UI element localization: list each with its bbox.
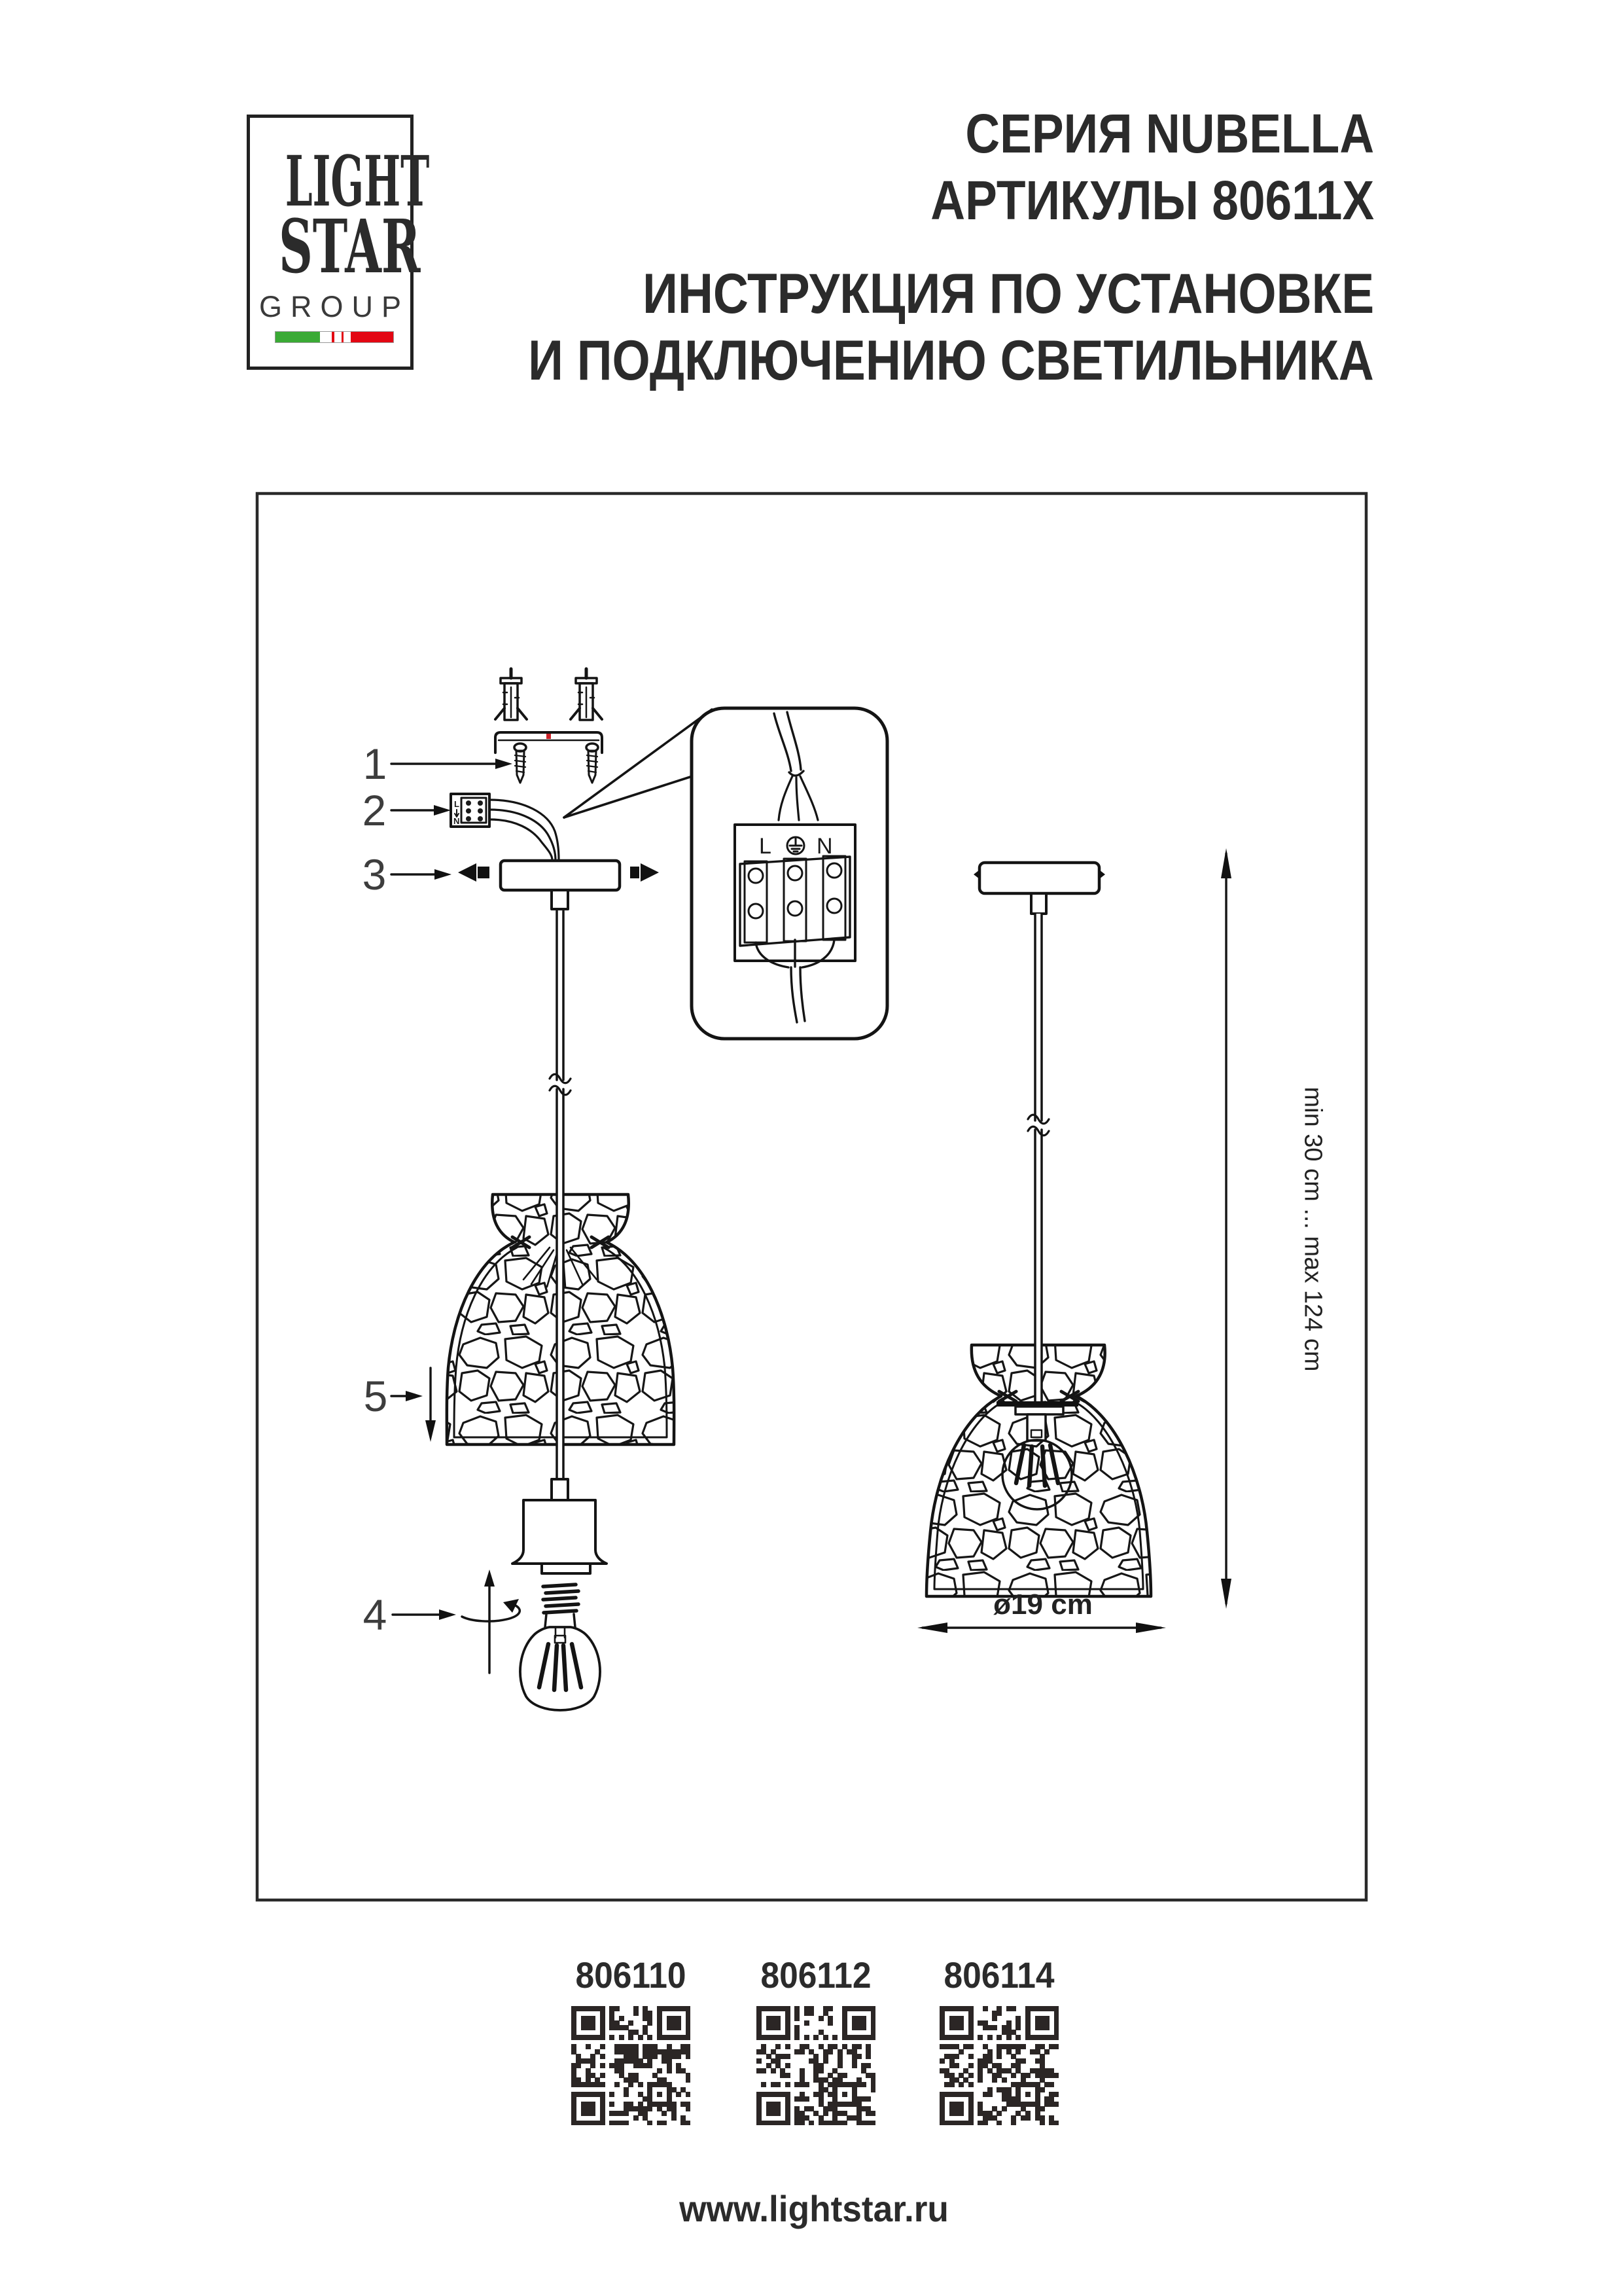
logo-star-text: STAR — [279, 204, 421, 290]
mini-terminal-l-label: L — [454, 799, 459, 809]
mains-wires — [489, 800, 559, 860]
diameter-label: ø19 cm — [993, 1588, 1093, 1621]
terminal-n-label: N — [817, 834, 833, 859]
screw-icon — [586, 744, 598, 783]
instruction-title-line1: ИНСТРУКЦИЯ ПО УСТАНОВКЕ — [642, 262, 1374, 325]
light-bulb-icon — [520, 1585, 600, 1710]
wall-anchor-icon — [495, 669, 527, 720]
wall-anchor-icon — [571, 669, 602, 720]
screw-icon — [514, 744, 526, 783]
footer-url: www.lightstar.ru — [679, 2188, 949, 2229]
qr-code-3 — [940, 2006, 1059, 2125]
bracket-center-mark — [546, 734, 551, 739]
height-dimension-line — [1221, 848, 1231, 1609]
logo-group-text: GROUP — [258, 289, 410, 323]
slide-arrow-left-icon — [458, 863, 489, 882]
terminal-l-label: L — [759, 834, 771, 859]
article-number-3: 806114 — [944, 1954, 1055, 1996]
series-title: СЕРИЯ NUBELLA — [965, 103, 1374, 164]
slide-arrow-right-icon — [630, 863, 659, 882]
step-2-label: 2 — [362, 786, 387, 834]
qr-code-2 — [756, 2006, 875, 2125]
step-1-label: 1 — [362, 740, 387, 788]
mini-terminal-n-label: N — [453, 816, 460, 826]
step-5-label: 5 — [363, 1372, 388, 1420]
ceiling-canopy — [458, 861, 659, 909]
articles-title: АРТИКУЛЫ 80611X — [930, 170, 1374, 231]
qr-code-1 — [571, 2006, 690, 2125]
instruction-title-line2: И ПОДКЛЮЧЕНИЮ СВЕТИЛЬНИКА — [528, 329, 1374, 392]
wall-anchors-and-bracket — [495, 669, 602, 783]
terminal-block-icon — [451, 794, 559, 860]
lamp-socket — [512, 1479, 607, 1573]
callout-wedge — [564, 709, 712, 817]
bulb-filament — [539, 1644, 581, 1690]
logo-light-text: LIGHT — [285, 140, 430, 222]
lightstar-logo — [247, 115, 430, 370]
height-range-label: min 30 cm ... max 124 cm — [1299, 1086, 1327, 1372]
italian-flag-bar — [275, 331, 394, 343]
article-number-2: 806112 — [760, 1954, 872, 1996]
wiring-callout-bubble — [692, 708, 887, 1039]
step-4-label: 4 — [362, 1590, 387, 1639]
step-3-label: 3 — [362, 850, 387, 899]
diagram-frame — [257, 493, 1366, 1900]
bulb-threads — [543, 1585, 578, 1613]
assembled-pendant — [927, 863, 1151, 1596]
article-number-1: 806110 — [575, 1954, 686, 1996]
rotate-arrow-icon — [462, 1570, 520, 1673]
step-arrows — [391, 759, 512, 1620]
earth-icon — [787, 837, 804, 854]
diameter-dimension-line — [917, 1623, 1166, 1633]
